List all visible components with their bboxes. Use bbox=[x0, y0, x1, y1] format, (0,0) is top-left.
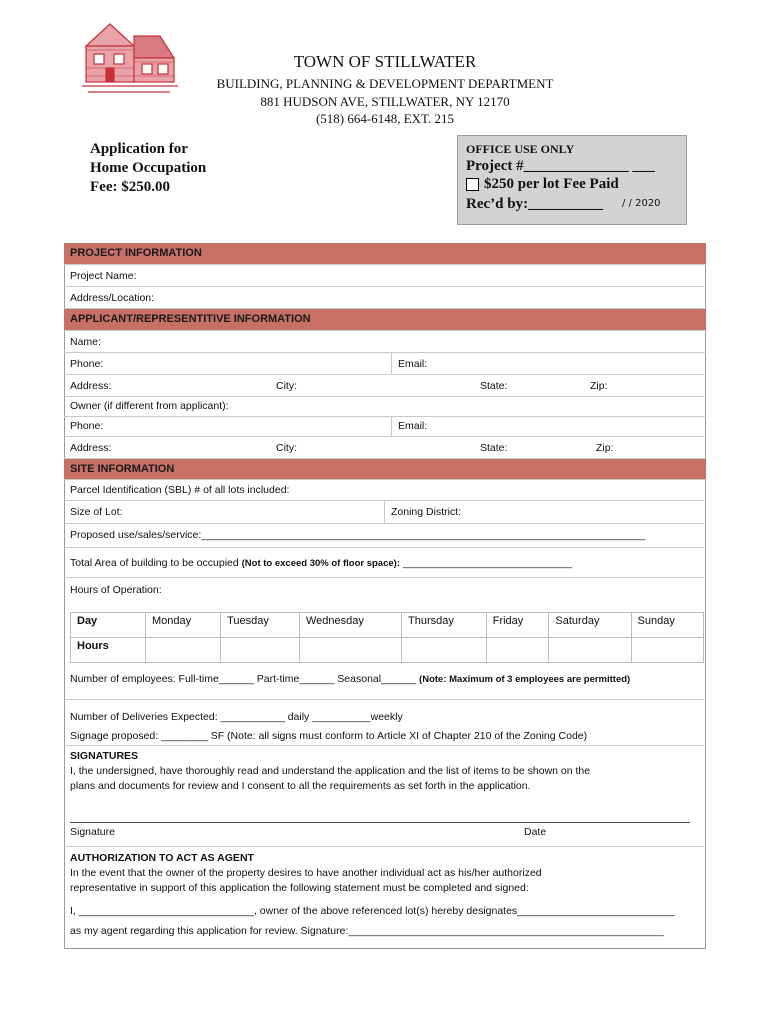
section-title-site: SITE INFORMATION bbox=[70, 463, 175, 475]
employees-row[interactable] bbox=[64, 662, 706, 700]
agent-text-line1: In the event that the owner of the property desires to have another individual act as his/her authorized bbox=[70, 867, 542, 879]
owner-city-label: City: bbox=[276, 442, 297, 454]
signature-label: Signature bbox=[70, 826, 115, 838]
application-title-line1: Application for bbox=[90, 141, 188, 157]
section-header-site bbox=[64, 459, 706, 480]
hours-table-day-row bbox=[71, 613, 704, 638]
town-title: TOWN OF STILLWATER bbox=[293, 52, 477, 71]
signatures-text-line2: plans and documents for review and I consent to all the requirements as set forth in the application. bbox=[70, 780, 531, 792]
owner-zip-label: Zip: bbox=[596, 442, 614, 454]
day-saturday: Saturday bbox=[549, 613, 631, 638]
applicant-city-label: City: bbox=[276, 380, 297, 392]
day-sunday: Sunday bbox=[631, 613, 703, 638]
section-header-applicant bbox=[64, 309, 706, 331]
divider bbox=[384, 501, 385, 524]
application-title bbox=[90, 140, 206, 197]
hours-thursday[interactable] bbox=[401, 638, 486, 663]
zoning-district-label: Zoning District: bbox=[391, 506, 462, 518]
signatures-section bbox=[70, 749, 700, 794]
owner-email-label: Email: bbox=[398, 420, 428, 432]
employees-label bbox=[70, 673, 630, 685]
fee-paid-label: $250 per lot Fee Paid bbox=[484, 176, 619, 192]
agent-section bbox=[70, 851, 700, 896]
divider bbox=[391, 353, 392, 375]
hours-monday[interactable] bbox=[146, 638, 221, 663]
signature-line[interactable] bbox=[70, 822, 690, 823]
size-of-lot-label: Size of Lot: bbox=[70, 506, 123, 518]
day-monday: Monday bbox=[146, 613, 221, 638]
parcel-row[interactable] bbox=[64, 480, 706, 501]
deliveries-label: Number of Deliveries Expected: ___________ daily __________weekly bbox=[70, 711, 403, 723]
employees-text: Number of employees: Full-time______ Part-time______ Seasonal______ bbox=[70, 673, 417, 685]
office-received-by: Rec’d by:__________ bbox=[466, 196, 604, 212]
owner-state-label: State: bbox=[480, 442, 508, 454]
agent-title: AUTHORIZATION TO ACT AS AGENT bbox=[70, 852, 254, 864]
signage-row[interactable] bbox=[64, 728, 706, 746]
office-use-title: OFFICE USE ONLY bbox=[466, 142, 575, 156]
agent-designation-line[interactable]: I, ______________________________, owner of the above referenced lot(s) hereby designates___________________________ bbox=[70, 905, 675, 917]
applicant-name-label: Name: bbox=[70, 336, 101, 348]
date-label: Date bbox=[524, 826, 547, 838]
day-thursday: Thursday bbox=[401, 613, 486, 638]
hours-of-operation bbox=[64, 578, 706, 608]
hours-sunday[interactable] bbox=[631, 638, 703, 663]
total-area-note: (Not to exceed 30% of floor space): bbox=[241, 558, 400, 569]
address-location-row[interactable] bbox=[64, 287, 706, 309]
applicant-phone-label: Phone: bbox=[70, 358, 104, 370]
project-name-label: Project Name: bbox=[70, 270, 137, 282]
owner-address-row[interactable] bbox=[64, 437, 706, 459]
total-area-text: Total Area of building to be occupied bbox=[70, 557, 239, 569]
agent-signature-line[interactable]: as my agent regarding this application for review. Signature:______________________________________________________ bbox=[70, 925, 664, 937]
section-header-project bbox=[64, 243, 706, 265]
office-fee-paid bbox=[466, 176, 619, 193]
office-date: / / 2020 bbox=[622, 198, 661, 209]
project-name-row[interactable] bbox=[64, 265, 706, 287]
signatures-title: SIGNATURES bbox=[70, 750, 139, 762]
owner-label: Owner (if different from applicant): bbox=[70, 400, 229, 412]
owner-row[interactable] bbox=[64, 397, 706, 417]
divider bbox=[64, 846, 706, 847]
department-name: BUILDING, PLANNING & DEVELOPMENT DEPARTMENT bbox=[216, 76, 554, 91]
total-area-blank: _____________________________ bbox=[402, 557, 573, 569]
hours-header: Hours bbox=[71, 638, 146, 663]
signage-label: Signage proposed: ________ SF (Note: all signs must conform to Article XI of Chapter 210 of the Zoning Code) bbox=[70, 730, 588, 742]
applicant-email-label: Email: bbox=[398, 358, 428, 370]
employees-note: (Note: Maximum of 3 employees are permitted) bbox=[419, 674, 631, 685]
proposed-use-label: Proposed use/sales/service:____________________________________________________________________________ bbox=[70, 529, 646, 541]
fee-paid-checkbox[interactable] bbox=[466, 178, 479, 191]
day-wednesday: Wednesday bbox=[299, 613, 401, 638]
office-use-box bbox=[457, 135, 687, 225]
signatures-text-line1: I, the undersigned, have thoroughly read and understand the application and the list of items to be shown on the bbox=[70, 765, 591, 777]
hours-friday[interactable] bbox=[486, 638, 549, 663]
owner-address-label: Address: bbox=[70, 442, 112, 454]
owner-phone-email-row[interactable] bbox=[64, 417, 706, 437]
day-friday: Friday bbox=[486, 613, 549, 638]
parcel-label: Parcel Identification (SBL) # of all lots included: bbox=[70, 484, 290, 496]
section-title-applicant: APPLICANT/REPRESENTITIVE INFORMATION bbox=[70, 313, 311, 325]
applicant-address-row[interactable] bbox=[64, 375, 706, 397]
day-tuesday: Tuesday bbox=[221, 613, 300, 638]
proposed-use-row[interactable] bbox=[64, 524, 706, 548]
address-location-label: Address/Location: bbox=[70, 292, 155, 304]
agent-text-line2: representative in support of this application the following statement must be completed and signed: bbox=[70, 882, 529, 894]
divider bbox=[391, 417, 392, 437]
hours-tuesday[interactable] bbox=[221, 638, 300, 663]
total-area-row[interactable] bbox=[64, 548, 706, 578]
hours-saturday[interactable] bbox=[549, 638, 631, 663]
section-title-project: PROJECT INFORMATION bbox=[70, 247, 202, 259]
department-phone: (518) 664-6148, EXT. 215 bbox=[315, 111, 455, 126]
hours-of-operation-label: Hours of Operation: bbox=[70, 584, 162, 596]
department-address: 881 HUDSON AVE, STILLWATER, NY 12170 bbox=[260, 94, 510, 109]
hours-table bbox=[70, 612, 704, 663]
application-title-line2: Home Occupation bbox=[90, 160, 207, 176]
lot-zoning-row[interactable] bbox=[64, 501, 706, 524]
office-project-number: Project #______________ ___ bbox=[466, 158, 655, 174]
application-fee: Fee: $250.00 bbox=[90, 179, 170, 195]
applicant-phone-email-row[interactable] bbox=[64, 353, 706, 375]
applicant-name-row[interactable] bbox=[64, 331, 706, 353]
owner-phone-label: Phone: bbox=[70, 420, 104, 432]
applicant-zip-label: Zip: bbox=[590, 380, 608, 392]
hours-wednesday[interactable] bbox=[299, 638, 401, 663]
hours-table-hours-row bbox=[71, 638, 704, 663]
total-area-label bbox=[70, 557, 572, 569]
applicant-address-label: Address: bbox=[70, 380, 112, 392]
deliveries-row[interactable] bbox=[64, 700, 706, 728]
day-header: Day bbox=[71, 613, 146, 638]
applicant-state-label: State: bbox=[480, 380, 508, 392]
